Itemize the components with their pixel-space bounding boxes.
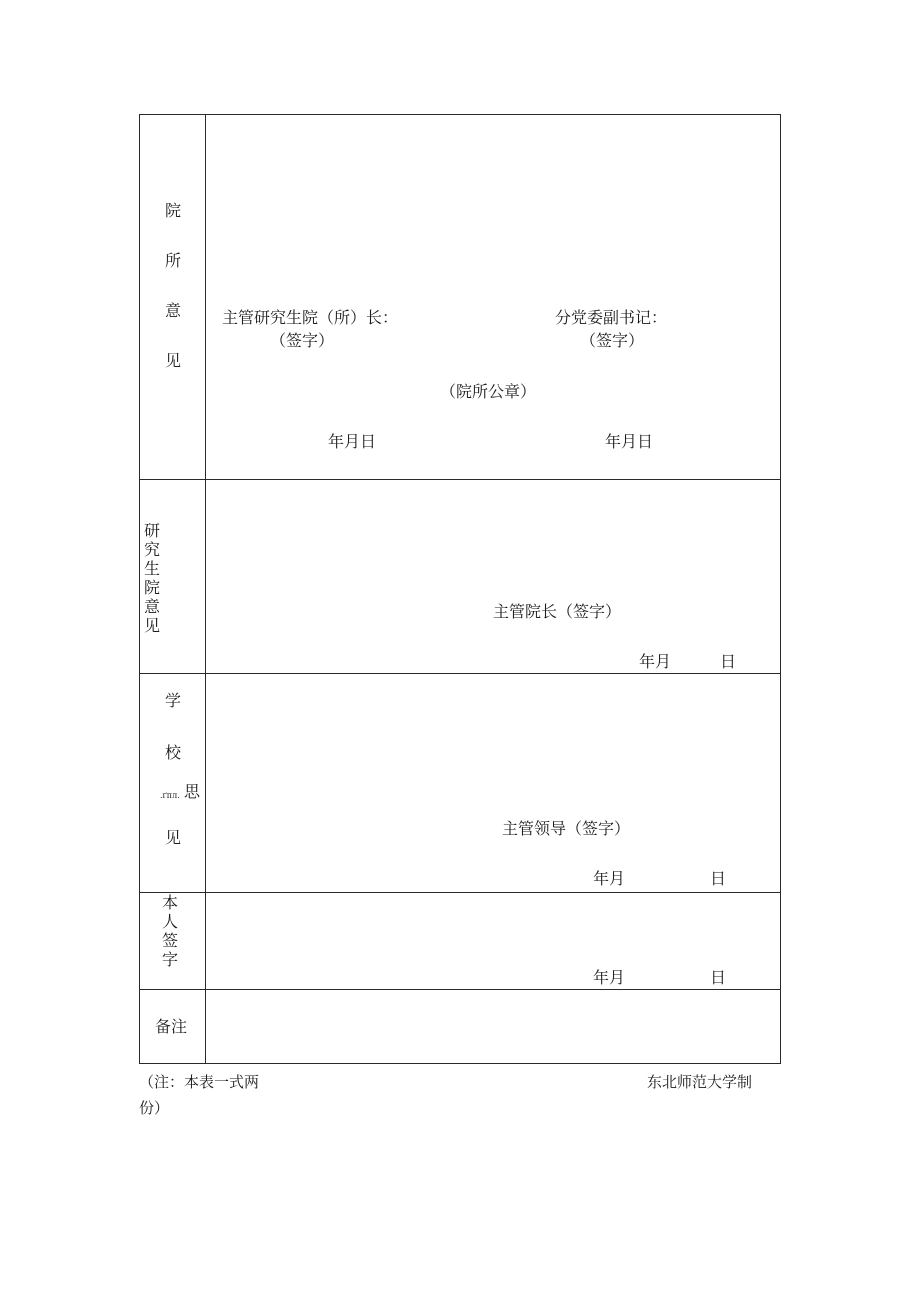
institute-opinion-row <box>140 115 780 480</box>
party-secretary-sign-field: （签字） <box>580 331 645 350</box>
label-char: 签 <box>162 931 179 950</box>
footer-note-line1: （注：本表一式两 <box>139 1073 260 1091</box>
university-opinion-label <box>140 674 206 892</box>
remarks-row <box>140 990 780 1063</box>
label-char: 意 <box>144 597 161 616</box>
label-char: 人 <box>162 912 179 931</box>
director-title: 主管研究生院（所）长： <box>222 308 399 327</box>
label-char: 见 <box>144 616 161 635</box>
institute-opinion-label <box>140 115 206 479</box>
label-char: 字 <box>162 950 179 969</box>
label-char: 所 <box>165 251 182 270</box>
label-char: 院 <box>144 578 161 597</box>
remarks-label: 备注 <box>155 1017 188 1036</box>
label-char: 生 <box>144 559 161 578</box>
date-left: 年月日 <box>328 432 377 451</box>
application-form-table <box>139 114 781 1064</box>
date-year-month: 年月 <box>639 652 672 671</box>
institute-seal: （院所公章） <box>440 382 537 401</box>
director-sign-field: （签字） <box>270 331 335 350</box>
label-char: 学 <box>165 691 182 710</box>
grad-school-opinion-label <box>140 480 206 673</box>
label-char: 见 <box>165 828 182 847</box>
self-signature-row <box>140 893 780 990</box>
date-day: 日 <box>710 869 727 888</box>
university-opinion-row <box>140 674 780 893</box>
date-day: 日 <box>710 968 727 987</box>
label-char: 意 <box>165 301 182 320</box>
label-char-garbled: .ґпл. <box>160 791 180 800</box>
leader-sign-field: 主管领导（签字） <box>502 819 631 838</box>
label-char: 思 <box>184 782 201 801</box>
remarks-label-cell <box>140 990 206 1063</box>
date-right: 年月日 <box>605 432 654 451</box>
label-char: 见 <box>165 351 182 370</box>
label-char: 本 <box>162 893 179 912</box>
label-char: 研 <box>144 521 161 540</box>
dean-sign-field: 主管院长（签字） <box>493 602 622 621</box>
party-secretary-title: 分党委副书记： <box>555 308 668 327</box>
label-char: 校 <box>165 743 182 762</box>
footer-maker: 东北师范大学制 <box>647 1073 753 1091</box>
date-year-month: 年月 <box>593 968 626 987</box>
label-char: 究 <box>144 540 161 559</box>
footer-note-line2: 份） <box>139 1099 170 1117</box>
grad-school-opinion-row <box>140 480 780 674</box>
date-year-month: 年月 <box>593 869 626 888</box>
label-char: 院 <box>165 201 182 220</box>
self-signature-label <box>140 893 206 989</box>
date-day: 日 <box>720 652 737 671</box>
